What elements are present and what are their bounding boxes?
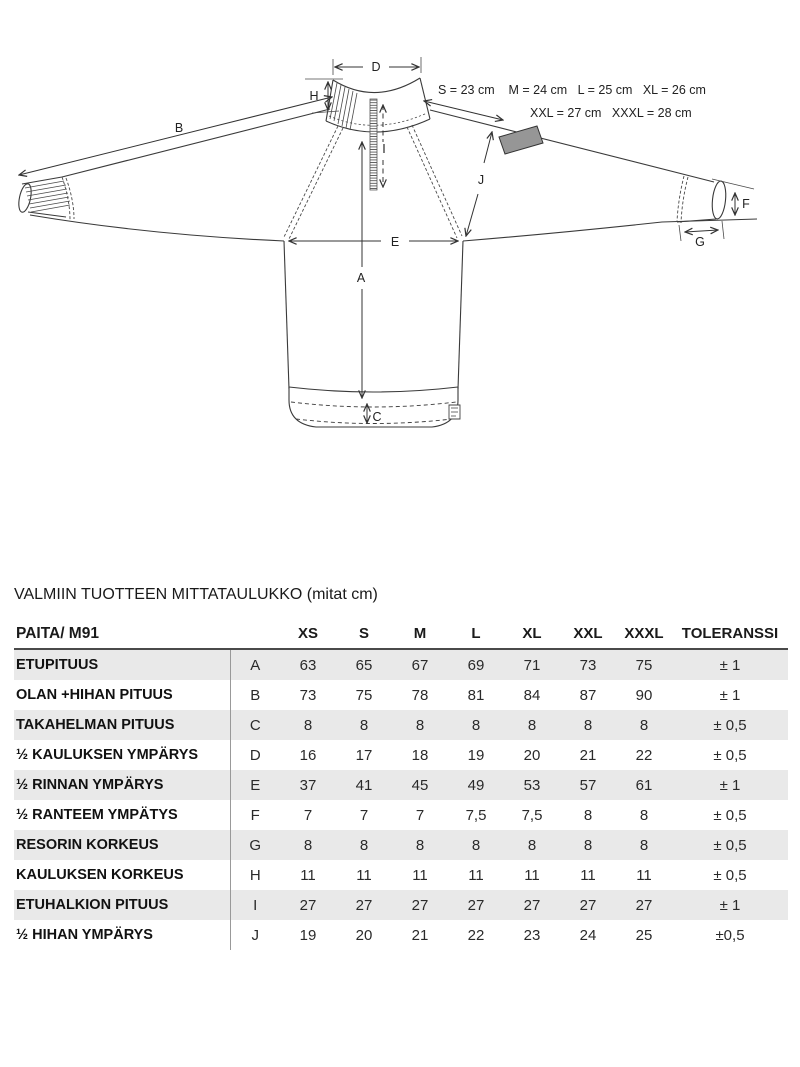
cell-value: 7 xyxy=(415,806,425,824)
cell-value: 8 xyxy=(303,716,313,734)
cell-value: 45 xyxy=(411,776,429,794)
label-E: E xyxy=(390,235,400,249)
cell-value: 78 xyxy=(411,686,429,704)
row-letter: F xyxy=(230,800,280,830)
cell-value: 75 xyxy=(635,656,653,674)
tolerance-cell: ± 1 xyxy=(719,776,741,794)
label-A: A xyxy=(356,271,366,285)
cell-value: 8 xyxy=(527,836,537,854)
cell-value: 11 xyxy=(412,866,428,884)
table-row xyxy=(14,920,788,950)
cell-value: 37 xyxy=(299,776,317,794)
cell-value: 11 xyxy=(300,866,316,884)
cell-value: 7 xyxy=(303,806,313,824)
label-G: G xyxy=(695,235,705,249)
cell-value: 8 xyxy=(415,836,425,854)
dim-H xyxy=(305,79,343,113)
left-sleeve xyxy=(17,109,330,241)
col-header-xl: XL xyxy=(504,619,560,649)
row-letter: G xyxy=(230,830,280,860)
row-label: ETUHALKION PITUUS xyxy=(16,897,169,913)
tolerance-cell: ± 0,5 xyxy=(713,836,747,854)
body-outline xyxy=(284,241,463,427)
label-I: I xyxy=(382,142,386,156)
cell-value: 11 xyxy=(524,866,540,884)
cell-value: 27 xyxy=(299,896,317,914)
table-row xyxy=(14,740,788,770)
cell-value: 8 xyxy=(303,836,313,854)
cell-value: 65 xyxy=(355,656,373,674)
garment-diagram xyxy=(0,0,800,470)
cell-value: 22 xyxy=(467,926,485,944)
cell-value: 81 xyxy=(467,686,485,704)
cell-value: 87 xyxy=(579,686,597,704)
cell-value: 63 xyxy=(299,656,317,674)
row-label: TAKAHELMAN PITUUS xyxy=(16,717,175,733)
table-row xyxy=(14,770,788,800)
col-header-l: L xyxy=(448,619,504,649)
tolerance-cell: ± 1 xyxy=(719,656,741,674)
dim-A xyxy=(357,142,366,398)
cell-value: 22 xyxy=(635,746,653,764)
cell-value: 8 xyxy=(527,716,537,734)
table-row xyxy=(14,860,788,890)
cell-value: 49 xyxy=(467,776,485,794)
col-header-m: M xyxy=(392,619,448,649)
cell-value: 84 xyxy=(523,686,541,704)
collar-outline xyxy=(326,78,430,132)
col-header-tolerance: TOLERANSSI xyxy=(672,619,788,649)
table-row xyxy=(14,890,788,920)
header-row xyxy=(14,619,788,649)
tolerance-cell: ± 0,5 xyxy=(713,716,747,734)
dim-D xyxy=(333,57,421,75)
dim-E xyxy=(289,235,458,249)
cell-value: 20 xyxy=(523,746,541,764)
col-header-xs: XS xyxy=(280,619,336,649)
cell-value: 8 xyxy=(639,716,649,734)
front-zipper xyxy=(370,99,377,190)
col-header-s: S xyxy=(336,619,392,649)
cell-value: 75 xyxy=(355,686,373,704)
cell-value: 27 xyxy=(467,896,485,914)
dim-B xyxy=(19,97,332,175)
tolerance-cell: ± 0,5 xyxy=(713,746,747,764)
cell-value: 8 xyxy=(359,716,369,734)
label-B: B xyxy=(174,121,184,135)
cell-value: 90 xyxy=(635,686,653,704)
cell-value: 67 xyxy=(411,656,429,674)
cell-value: 41 xyxy=(355,776,373,794)
cell-value: 8 xyxy=(583,716,593,734)
row-letter: A xyxy=(230,649,280,680)
table-row xyxy=(14,649,788,680)
cell-value: 27 xyxy=(579,896,597,914)
cell-value: 27 xyxy=(523,896,541,914)
label-J: J xyxy=(477,173,485,187)
col-header-xxxl: XXXL xyxy=(616,619,672,649)
cell-value: 53 xyxy=(523,776,541,794)
row-letter: H xyxy=(230,860,280,890)
row-label: ½ HIHAN YMPÄRYS xyxy=(16,927,153,943)
cell-value: 73 xyxy=(299,686,317,704)
cell-value: 27 xyxy=(411,896,429,914)
table-row xyxy=(14,680,788,710)
hem-tag xyxy=(449,405,460,419)
tolerance-cell: ± 1 xyxy=(719,896,741,914)
cell-value: 20 xyxy=(355,926,373,944)
cell-value: 11 xyxy=(580,866,596,884)
row-label: ½ RANTEEM YMPÄTYS xyxy=(16,807,178,823)
cell-value: 21 xyxy=(579,746,597,764)
tolerance-cell: ±0,5 xyxy=(715,926,745,944)
table-title: VALMIIN TUOTTEEN MITTATAULUKKO (mitat cm) xyxy=(14,586,378,603)
cell-value: 17 xyxy=(355,746,373,764)
cell-value: 23 xyxy=(523,926,541,944)
cell-value: 27 xyxy=(355,896,373,914)
row-label: ETUPITUUS xyxy=(16,657,99,673)
cell-value: 71 xyxy=(523,656,541,674)
row-letter: C xyxy=(230,710,280,740)
col-header-name: PAITA/ M91 xyxy=(14,619,230,649)
cell-value: 8 xyxy=(471,836,481,854)
left-cuff-ribbing xyxy=(25,181,70,212)
cell-value: 8 xyxy=(583,806,593,824)
collar-hatching xyxy=(330,83,357,130)
table-row xyxy=(14,800,788,830)
row-label: ½ KAULUKSEN YMPÄRYS xyxy=(16,747,199,763)
cell-value: 8 xyxy=(639,836,649,854)
tolerance-cell: ± 1 xyxy=(719,686,741,704)
dim-F xyxy=(712,179,754,215)
row-letter: E xyxy=(230,770,280,800)
cell-value: 16 xyxy=(299,746,317,764)
cell-value: 73 xyxy=(579,656,597,674)
size-note-line2: XXL = 27 cm XXXL = 28 cm xyxy=(530,106,692,120)
cell-value: 21 xyxy=(411,926,429,944)
cell-value: 69 xyxy=(467,656,485,674)
dim-G xyxy=(679,221,724,249)
label-D: D xyxy=(371,60,381,74)
cell-value: 18 xyxy=(411,746,429,764)
cell-value: 11 xyxy=(636,866,652,884)
row-letter: I xyxy=(230,890,280,920)
row-letter: D xyxy=(230,740,280,770)
row-letter: J xyxy=(230,920,280,950)
tolerance-cell: ± 0,5 xyxy=(713,806,747,824)
col-header-xxl: XXL xyxy=(560,619,616,649)
dim-J xyxy=(466,132,492,236)
dim-I xyxy=(382,105,385,187)
cell-value: 27 xyxy=(635,896,653,914)
cell-value: 8 xyxy=(583,836,593,854)
cell-value: 11 xyxy=(468,866,484,884)
cell-value: 7 xyxy=(359,806,369,824)
cell-value: 8 xyxy=(639,806,649,824)
cell-value: 11 xyxy=(356,866,372,884)
row-letter: B xyxy=(230,680,280,710)
cell-value: 7,5 xyxy=(521,806,543,824)
size-note-line1: S = 23 cm M = 24 cm L = 25 cm XL = 26 cm xyxy=(438,83,706,97)
cell-value: 61 xyxy=(635,776,653,794)
table-row xyxy=(14,710,788,740)
label-F: F xyxy=(742,197,750,211)
cell-value: 7,5 xyxy=(465,806,487,824)
cell-value: 19 xyxy=(467,746,485,764)
cell-value: 8 xyxy=(359,836,369,854)
cell-value: 57 xyxy=(579,776,597,794)
row-label: ½ RINNAN YMPÄRYS xyxy=(16,777,164,793)
table-row xyxy=(14,830,788,860)
cell-value: 24 xyxy=(579,926,597,944)
label-H: H xyxy=(309,89,319,103)
col-header-letter xyxy=(230,619,280,649)
row-label: RESORIN KORKEUS xyxy=(16,837,159,853)
cell-value: 19 xyxy=(299,926,317,944)
dim-patch-distance xyxy=(424,83,706,120)
sleeve-patch xyxy=(499,126,543,154)
cell-value: 25 xyxy=(635,926,653,944)
cell-value: 8 xyxy=(415,716,425,734)
label-C: C xyxy=(372,410,382,424)
cell-value: 8 xyxy=(471,716,481,734)
tolerance-cell: ± 0,5 xyxy=(713,866,747,884)
row-label: OLAN +HIHAN PITUUS xyxy=(16,687,173,703)
row-label: KAULUKSEN KORKEUS xyxy=(16,867,184,883)
measurement-table xyxy=(14,619,788,950)
